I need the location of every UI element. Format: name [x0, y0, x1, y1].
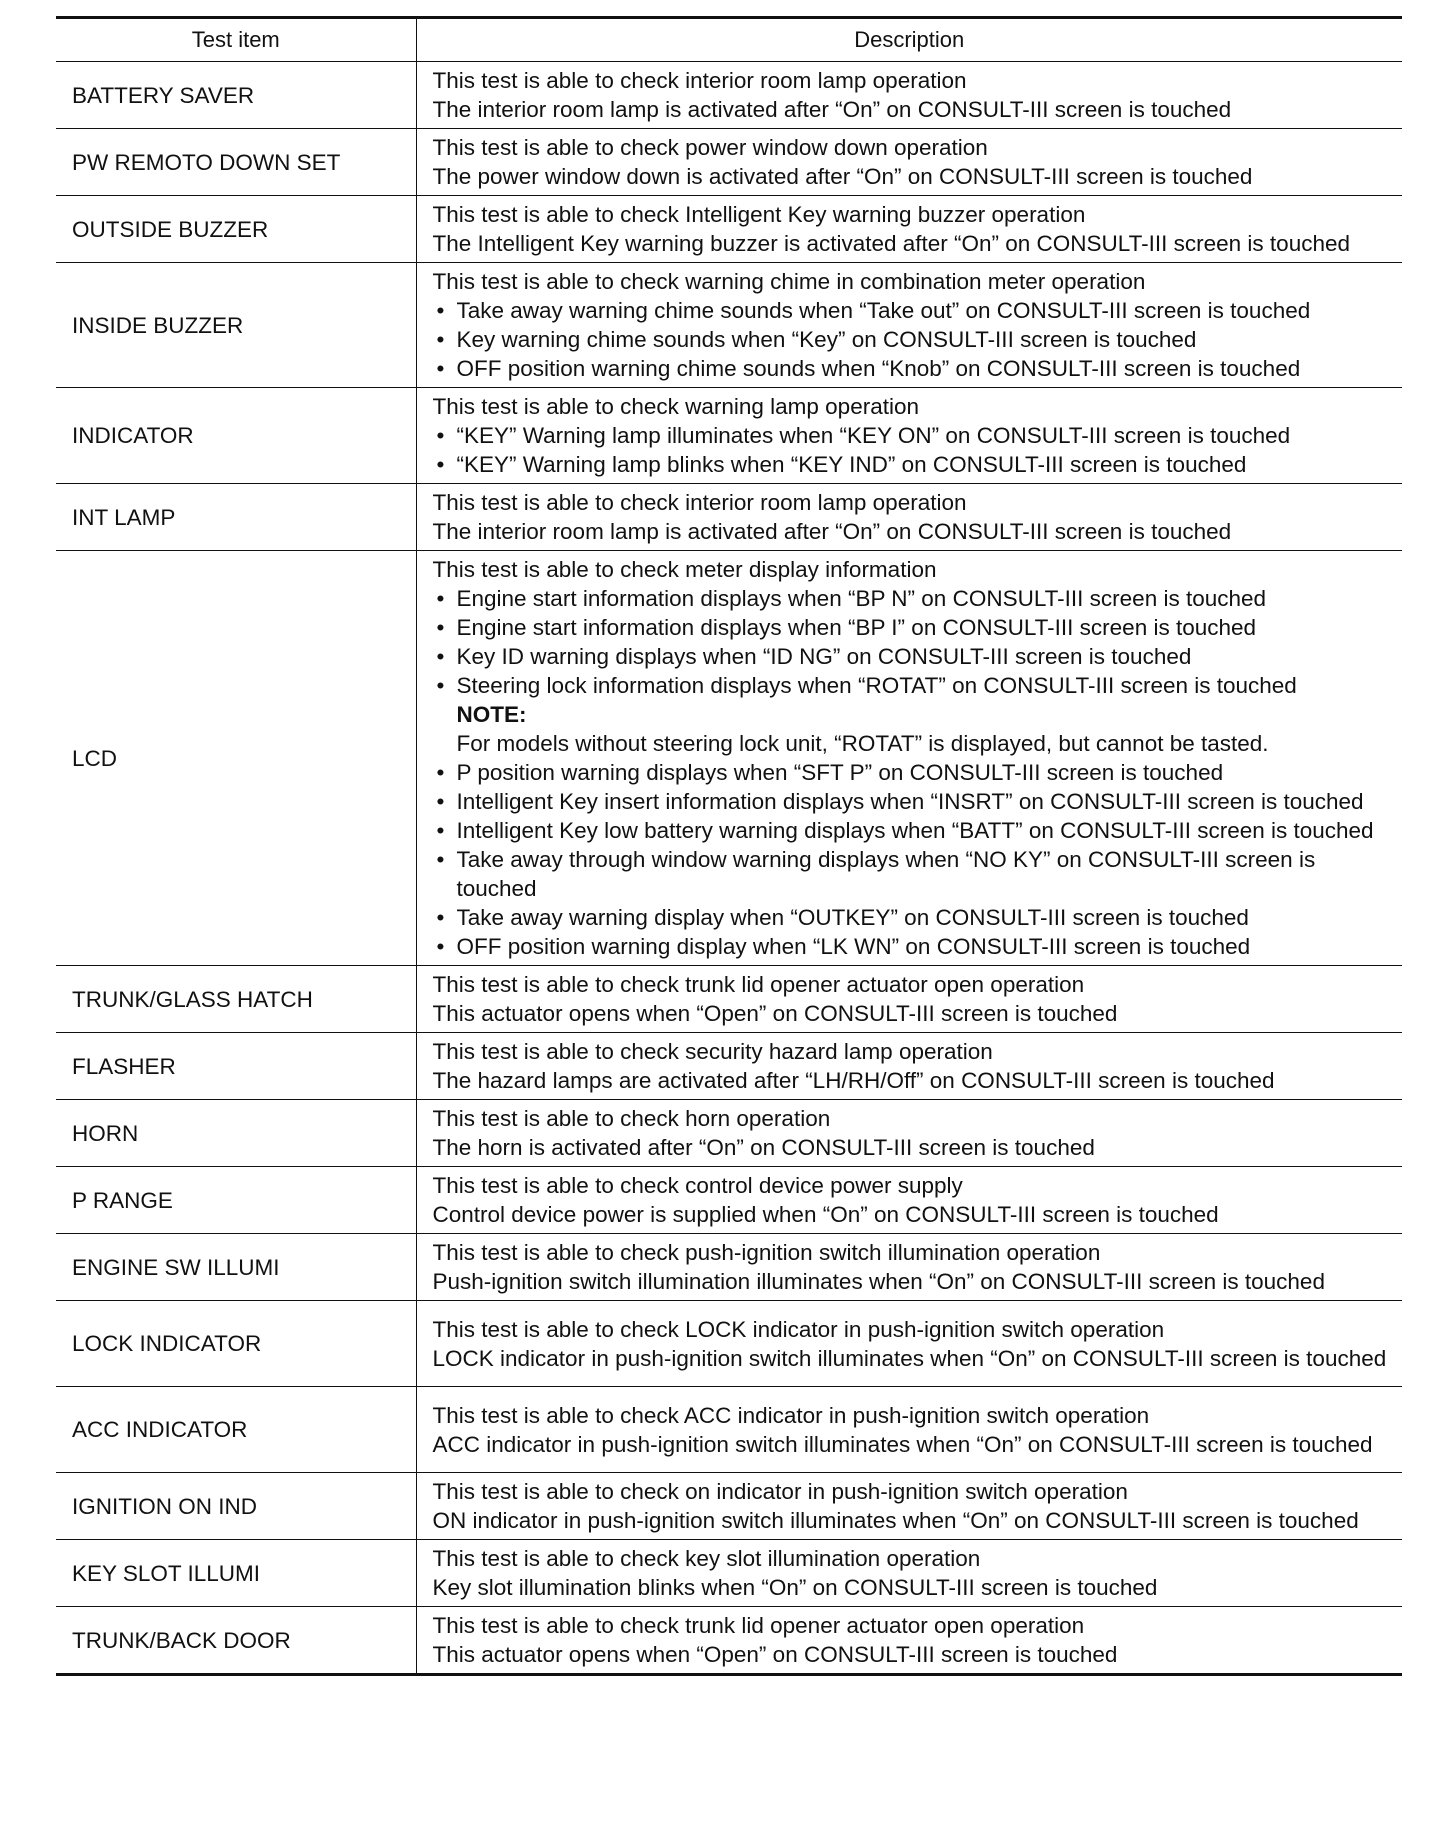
- table-row: [56, 129, 1402, 196]
- note-text: For models without steering lock unit, “ROTAT” is displayed, but cannot be tasted.: [456, 731, 1269, 756]
- description-line: This test is able to check Intelligent Key warning buzzer operation: [432, 202, 1086, 227]
- description-cell: [416, 263, 1402, 388]
- description-line: The hazard lamps are activated after “LH/RH/Off” on CONSULT-III screen is touched: [432, 1068, 1275, 1093]
- test-item-cell: OUTSIDE BUZZER: [56, 196, 416, 263]
- description-line: Push-ignition switch illumination illuminates when “On” on CONSULT-III screen is touched: [432, 1269, 1325, 1294]
- description-cell: [416, 1033, 1402, 1100]
- test-item-cell: LOCK INDICATOR: [56, 1301, 416, 1387]
- test-item-cell: FLASHER: [56, 1033, 416, 1100]
- description-line: The interior room lamp is activated after “On” on CONSULT-III screen is touched: [432, 97, 1232, 122]
- description-cell: [416, 1301, 1402, 1387]
- test-item-cell: IGNITION ON IND: [56, 1473, 416, 1540]
- description-cell: [416, 1167, 1402, 1234]
- table-body: [56, 62, 1402, 1675]
- bullet-item: • OFF position warning chime sounds when “Knob” on CONSULT-III screen is touched: [433, 354, 1395, 383]
- test-item-cell: TRUNK/BACK DOOR: [56, 1607, 416, 1675]
- bullet-item: • Engine start information displays when “BP N” on CONSULT-III screen is touched: [433, 584, 1395, 613]
- test-item-cell: ENGINE SW ILLUMI: [56, 1234, 416, 1301]
- bullet-item: • Intelligent Key insert information displays when “INSRT” on CONSULT-III screen is touched: [433, 787, 1395, 816]
- test-item-cell: TRUNK/GLASS HATCH: [56, 966, 416, 1033]
- table-row: [56, 1473, 1402, 1540]
- bullet-item: • Take away through window warning displays when “NO KY” on CONSULT-III screen is touched: [433, 845, 1395, 903]
- bullet-item: • Key warning chime sounds when “Key” on CONSULT-III screen is touched: [433, 325, 1395, 354]
- description-line: The horn is activated after “On” on CONSULT-III screen is touched: [432, 1135, 1095, 1160]
- table-row: [56, 62, 1402, 129]
- description-line: ACC indicator in push-ignition switch illuminates when “On” on CONSULT-III screen is touched: [432, 1431, 1373, 1457]
- bullet-item: • “KEY” Warning lamp blinks when “KEY IND” on CONSULT-III screen is touched: [433, 450, 1395, 479]
- description-cell: [416, 1387, 1402, 1473]
- description-line: ON indicator in push-ignition switch illuminates when “On” on CONSULT-III screen is touched: [432, 1508, 1359, 1533]
- table-row: [56, 263, 1402, 388]
- description-cell: [416, 129, 1402, 196]
- bullet-item: • Steering lock information displays when “ROTAT” on CONSULT-III screen is touched: [433, 671, 1395, 700]
- description-cell: [416, 1540, 1402, 1607]
- description-cell: [416, 1473, 1402, 1540]
- bullet-item: • Key ID warning displays when “ID NG” on CONSULT-III screen is touched: [433, 642, 1395, 671]
- description-line: This test is able to check interior room lamp operation: [432, 68, 967, 93]
- test-item-cell: ACC INDICATOR: [56, 1387, 416, 1473]
- description-line: The power window down is activated after “On” on CONSULT-III screen is touched: [432, 164, 1253, 189]
- table-row: [56, 966, 1402, 1033]
- bullet-list: [433, 421, 1395, 479]
- bullet-item: • “KEY” Warning lamp illuminates when “KEY ON” on CONSULT-III screen is touched: [433, 421, 1395, 450]
- description-line: This test is able to check key slot illumination operation: [432, 1546, 981, 1571]
- description-line: This test is able to check control device power supply: [432, 1173, 963, 1198]
- bullet-list: [433, 296, 1395, 383]
- table-row: [56, 551, 1402, 966]
- test-item-cell: KEY SLOT ILLUMI: [56, 1540, 416, 1607]
- description-line: The Intelligent Key warning buzzer is activated after “On” on CONSULT-III screen is touched: [432, 231, 1351, 256]
- active-test-table: [56, 16, 1402, 1676]
- description-cell: [416, 388, 1402, 484]
- description-line: This test is able to check security hazard lamp operation: [432, 1039, 993, 1064]
- table-row: [56, 1301, 1402, 1387]
- table-row: [56, 1100, 1402, 1167]
- description-line: This test is able to check ACC indicator in push-ignition switch operation: [432, 1402, 1150, 1428]
- description-line: This test is able to check horn operation: [432, 1106, 831, 1131]
- description-line: This test is able to check interior room lamp operation: [432, 490, 967, 515]
- description-line: Control device power is supplied when “On” on CONSULT-III screen is touched: [432, 1202, 1219, 1227]
- test-item-cell: PW REMOTO DOWN SET: [56, 129, 416, 196]
- table-row: [56, 1540, 1402, 1607]
- bullet-item: • Take away warning chime sounds when “Take out” on CONSULT-III screen is touched: [433, 296, 1395, 325]
- test-item-cell: P RANGE: [56, 1167, 416, 1234]
- test-item-cell: INT LAMP: [56, 484, 416, 551]
- header-description: Description: [416, 18, 1402, 62]
- test-item-cell: INSIDE BUZZER: [56, 263, 416, 388]
- bullet-item: • P position warning displays when “SFT P” on CONSULT-III screen is touched: [433, 758, 1395, 787]
- table-row: [56, 388, 1402, 484]
- description-cell: [416, 966, 1402, 1033]
- bullet-item: • Take away warning display when “OUTKEY” on CONSULT-III screen is touched: [433, 903, 1395, 932]
- table-row: [56, 1387, 1402, 1473]
- description-line: Key slot illumination blinks when “On” on CONSULT-III screen is touched: [432, 1575, 1158, 1600]
- table-row: [56, 196, 1402, 263]
- description-line: This test is able to check meter display information: [432, 557, 937, 582]
- note-label: NOTE:: [456, 702, 527, 727]
- table-header-row: [56, 18, 1402, 62]
- description-line: This test is able to check warning chime in combination meter operation: [432, 269, 1146, 294]
- bullet-item: • Engine start information displays when “BP I” on CONSULT-III screen is touched: [433, 613, 1395, 642]
- test-item-cell: HORN: [56, 1100, 416, 1167]
- description-line: This test is able to check trunk lid opener actuator open operation: [432, 972, 1085, 997]
- bullet-list: [433, 584, 1395, 961]
- note-block: [433, 700, 1395, 758]
- table-row: [56, 1607, 1402, 1675]
- header-test-item: Test item: [56, 18, 416, 62]
- description-line: This test is able to check trunk lid opener actuator open operation: [432, 1613, 1085, 1638]
- description-cell: [416, 1100, 1402, 1167]
- bullet-item: • OFF position warning display when “LK WN” on CONSULT-III screen is touched: [433, 932, 1395, 961]
- description-line: This test is able to check LOCK indicator in push-ignition switch operation: [432, 1316, 1165, 1342]
- description-line: LOCK indicator in push-ignition switch illuminates when “On” on CONSULT-III screen is touched: [432, 1345, 1387, 1371]
- description-cell: [416, 551, 1402, 966]
- description-line: This test is able to check power window down operation: [432, 135, 988, 160]
- description-cell: [416, 1234, 1402, 1301]
- description-line: This actuator opens when “Open” on CONSULT-III screen is touched: [432, 1001, 1118, 1026]
- description-cell: [416, 1607, 1402, 1675]
- description-cell: [416, 484, 1402, 551]
- test-item-cell: BATTERY SAVER: [56, 62, 416, 129]
- description-line: The interior room lamp is activated after “On” on CONSULT-III screen is touched: [432, 519, 1232, 544]
- table-row: [56, 1033, 1402, 1100]
- table-row: [56, 1234, 1402, 1301]
- description-line: This actuator opens when “Open” on CONSULT-III screen is touched: [432, 1642, 1118, 1667]
- table-row: [56, 484, 1402, 551]
- description-cell: [416, 62, 1402, 129]
- description-line: This test is able to check warning lamp operation: [432, 394, 919, 419]
- test-item-cell: INDICATOR: [56, 388, 416, 484]
- description-cell: [416, 196, 1402, 263]
- description-line: This test is able to check on indicator in push-ignition switch operation: [432, 1479, 1128, 1504]
- description-line: This test is able to check push-ignition switch illumination operation: [432, 1240, 1101, 1265]
- bullet-item: • Intelligent Key low battery warning displays when “BATT” on CONSULT-III screen is touched: [433, 816, 1395, 845]
- table-row: [56, 1167, 1402, 1234]
- test-item-cell: LCD: [56, 551, 416, 966]
